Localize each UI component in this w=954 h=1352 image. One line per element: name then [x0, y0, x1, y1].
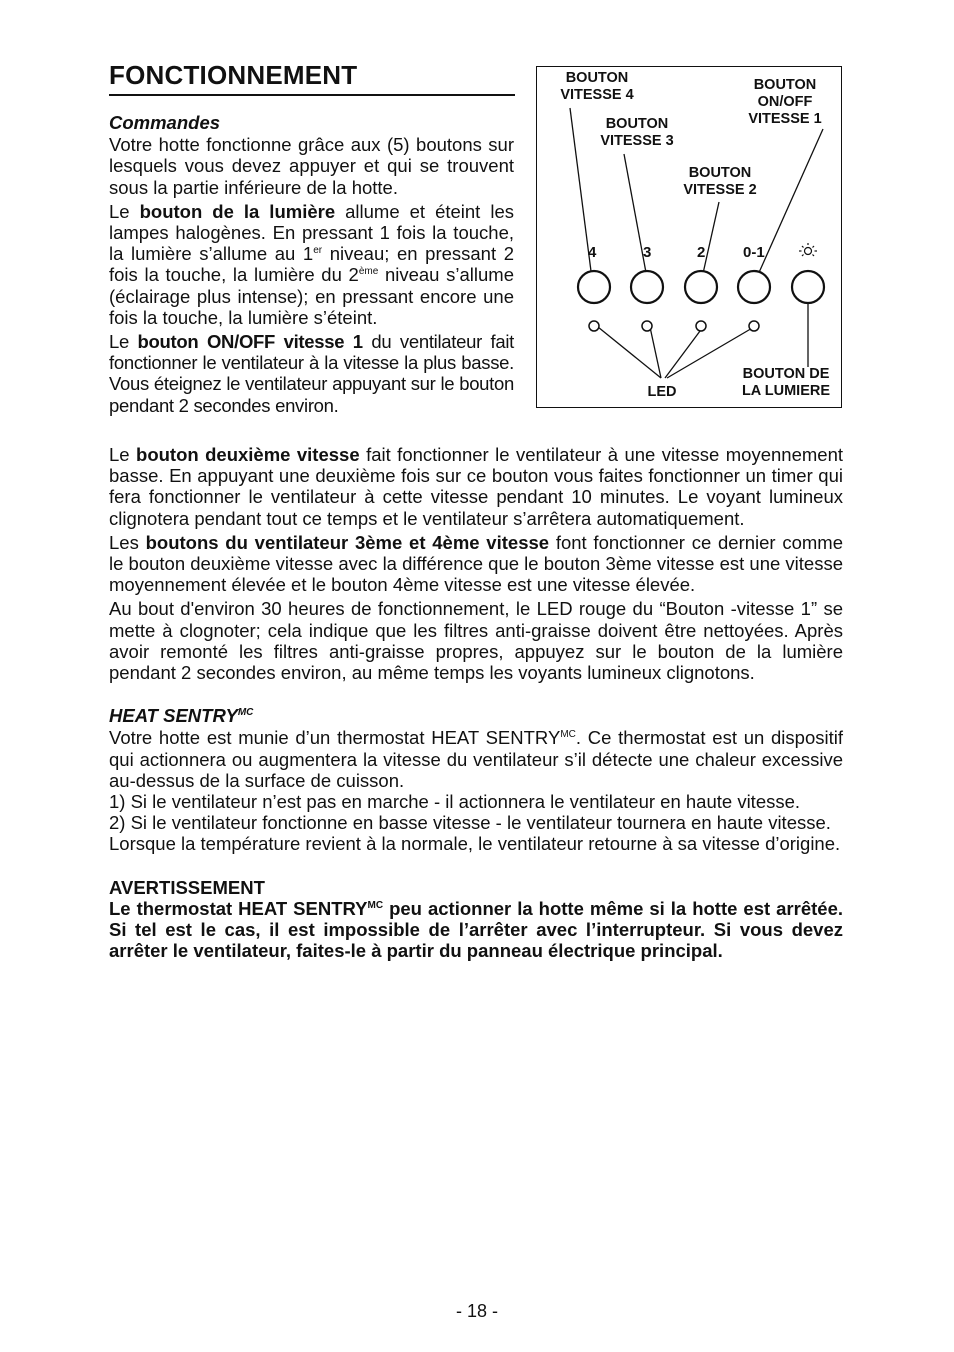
number-2: 2 [697, 244, 706, 261]
controls-diagram [536, 66, 842, 408]
label-vitesse-2: BOUTON VITESSE 2 [683, 165, 757, 198]
label-bouton-lumiere: BOUTON DE LA LUMIERE [741, 366, 831, 399]
light-sup-eme: ème [358, 266, 379, 278]
label-vitesse-4: BOUTON VITESSE 4 [560, 70, 634, 103]
full-width-text [109, 444, 843, 964]
commandes-intro: Votre hotte fonctionne grâce aux (5) boutons sur lesquels vous devez appuyer et qui se trouvent sous la partie inférieure de la hotte. [109, 134, 514, 198]
label-onoff-vitesse-1: BOUTON ON/OFF VITESSE 1 [748, 77, 822, 127]
leader-vitesse2 [702, 202, 719, 278]
led-4 [589, 321, 599, 331]
heat-sentry-item-1: 1) Si le ventilateur n’est pas en marche - il actionnera le ventilateur en haute vitesse. [109, 791, 801, 813]
onoff-button-paragraph [109, 331, 514, 416]
light-button-paragraph [109, 201, 514, 328]
page-number: - 18 - [455, 1301, 498, 1321]
heat-sentry-heading [109, 705, 843, 726]
light-pre: Le [109, 200, 140, 222]
commandes-heading: Commandes [109, 112, 221, 133]
third-fourth-speed-term: boutons du ventilateur 3ème et 4ème vitesse [145, 531, 550, 553]
light-button-term: bouton de la lumière [139, 200, 336, 222]
led-line-3 [665, 327, 703, 378]
second-text: fait fonctionner le ventilateur à une vitesse moyennement basse. En appuyant une deuxième fois sur ce bouton vous faites fonctionner un timer qui fera fonctionner le ventilateur à cette vitesse pendant 10 minutes. Le voyant lumineux clignotera pendant tout ce temps et le ventilateur s’arrêtera automatiquement. [109, 444, 843, 529]
led-2 [696, 321, 706, 331]
button-3 [631, 271, 663, 303]
led-3 [642, 321, 652, 331]
button-4 [578, 271, 610, 303]
title-rule [109, 94, 515, 96]
heat-sentry-intro [109, 727, 843, 791]
light-text-c: niveau s’allume (éclairage plus intense); en pressant encore une fois la touche, la lumière s’éteint. [109, 264, 514, 328]
warning-text [109, 898, 843, 962]
onoff-button-term: bouton ON/OFF vitesse 1 [137, 331, 363, 353]
onoff-text: du ventilateur fait fonctionner le ventilateur à la vitesse la plus basse. Vous éteignez le ventilateur appuyant sur le bouton pendant 2 secondes environ. [109, 331, 514, 416]
warning-text-a: Le thermostat HEAT SENTRY [109, 897, 368, 919]
third-text: font fonctionner ce dernier comme le bouton deuxième vitesse avec la différence que le bouton 3ème vitesse est une vitesse moyennement élevée et le bouton 4ème vitesse est une vitesse élevée. [109, 531, 844, 596]
number-4: 4 [588, 244, 597, 261]
third-pre: Les [109, 531, 146, 553]
label-vitesse-3: BOUTON VITESSE 3 [600, 116, 674, 149]
heat-sentry-item-2: 2) Si le ventilateur fonctionne en basse vitesse - le ventilateur tournera en haute vitesse. [109, 812, 831, 834]
heat-sentry-heading-text: HEAT SENTRY [109, 705, 238, 727]
second-speed-term: bouton deuxième vitesse [136, 444, 360, 465]
light-bulb-icon [799, 243, 817, 256]
warning-heading: AVERTISSEMENT [109, 876, 265, 898]
number-0-1: 0-1 [743, 244, 765, 261]
second-pre: Le [109, 444, 137, 465]
button-2 [685, 271, 717, 303]
filter-paragraph: Au bout d'environ 30 heures de fonctionnement, le LED rouge du “Bouton -vitesse 1” se mette à clognoter; cela indique que les filtres anti-graisse doivent être nettoyées. Après avoir remonté les filtres anti-graisse propres, appuyez sur le bouton de la lumière pendant 2 secondes environ, au même temps les voyants lumineux clignotons. [109, 598, 843, 684]
commandes-column [109, 112, 514, 419]
button-0-1 [738, 271, 770, 303]
button-lumiere [792, 271, 824, 303]
number-3: 3 [643, 244, 652, 261]
third-fourth-speed-paragraph [109, 532, 843, 596]
heat-sentry-heading-sup: MC [237, 707, 254, 719]
led-0-1 [749, 321, 759, 331]
heat-intro-a: Votre hotte est munie d’un thermostat HEAT SENTRY [109, 727, 561, 749]
page-title: FONCTIONNEMENT [109, 60, 358, 90]
light-text-a: allume et éteint les lampes halogènes. En pressant 1 fois la touche, la lumière s’allume au 1 [109, 200, 514, 265]
heat-intro-b: . Ce thermostat est un dispositif qui actionnera ou augmentera la vitesse du ventilateur s’il détecte une chaleur excessive au-dessus de la surface de cuisson. [109, 727, 843, 791]
warning-text-b: peu actionner la hotte même si la hotte est arrêtée. Si tel est le cas, il est impossible de l’arrêter avec l’interrupteur. Si vous devez arrêter le ventilateur, faites-le à partir du panneau électrique principal. [109, 897, 843, 962]
heat-sentry-item-3: Lorsque la température revient à la normale, le ventilateur retourne à sa vitesse d’origine. [109, 833, 841, 855]
second-speed-paragraph [109, 444, 843, 529]
warning-sup: MC [367, 899, 384, 911]
light-sup-er: er [313, 245, 323, 257]
heat-intro-sup: MC [560, 729, 576, 741]
light-text-b: niveau; en pressant 2 fois la touche, la lumière du 2 [109, 243, 514, 286]
onoff-pre: Le [109, 331, 138, 353]
label-led: LED [647, 384, 677, 400]
